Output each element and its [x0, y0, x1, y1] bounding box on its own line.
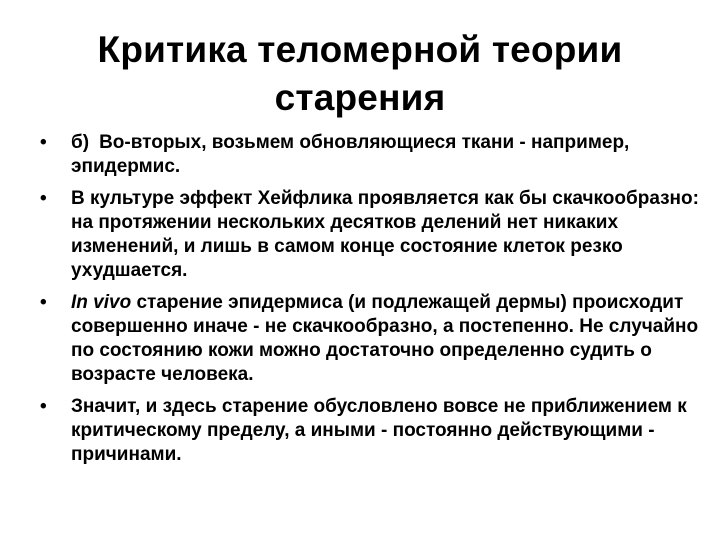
slide-title: Критика теломерной теории старения	[97, 29, 623, 118]
bullet-prefix: б)	[71, 132, 90, 153]
bullet-italic-prefix: In vivo	[71, 292, 132, 313]
bullet-icon: •	[40, 292, 47, 313]
bullet-item	[40, 395, 700, 467]
bullet-item	[40, 187, 700, 283]
bullet-text: старение эпидермиса (и подлежащей дермы) происходит совершенно иначе - не скачкообразно, а постепенно. Не случайно по состоянию кожи можно достаточно определенно судить о возрасте человека.	[71, 292, 699, 385]
bullet-text: Значит, и здесь старение обусловлено вовсе не приближением к критическому пределу, а иными - постоянно действующими - причинами.	[71, 396, 687, 465]
bullet-icon: •	[40, 132, 47, 153]
bullet-icon: •	[40, 396, 47, 417]
bullet-icon: •	[40, 188, 47, 209]
bullet-text: В культуре эффект Хейфлика проявляется как бы скачкообразно: на протяжении нескольких десятков делений нет никаких изменений, и лишь в самом конце состояние клеток резко ухудшается.	[71, 188, 699, 281]
bullet-text: Во-вторых, возьмем обновляющиеся ткани - например, эпидермис.	[71, 132, 630, 177]
bullet-item	[40, 131, 700, 179]
bullet-item	[40, 291, 700, 387]
bullet-list	[40, 131, 700, 475]
